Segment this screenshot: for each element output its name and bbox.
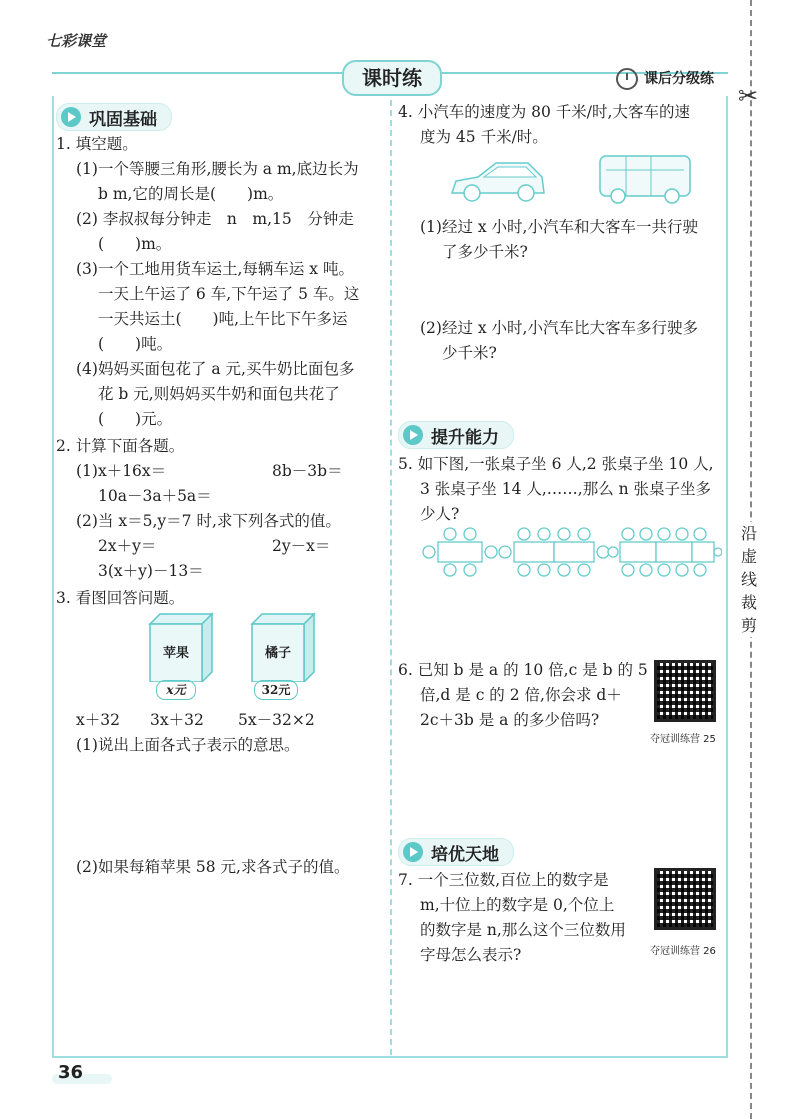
q2-expr: 10a－3a＋5a＝ bbox=[98, 487, 212, 505]
q3-title: 3. 看图回答问题。 bbox=[56, 589, 185, 607]
q4-sub2: (2)经过 x 小时,小汽车比大客车多行驶多 bbox=[420, 319, 698, 337]
text-line: (4)妈妈买面包花了 a 元,买牛奶比面包多 bbox=[76, 360, 355, 378]
text-line: (1)一个等腰三角形,腰长为 a m,底边长为 bbox=[76, 160, 359, 178]
q5-line: 少人? bbox=[420, 505, 460, 523]
page-number: 36 bbox=[58, 1062, 84, 1083]
q4-sub1: (1)经过 x 小时,小汽车和大客车一共行驶 bbox=[420, 218, 698, 236]
play-icon bbox=[403, 425, 423, 445]
q6-line: 2c＋3b 是 a 的多少倍吗? bbox=[420, 711, 600, 729]
text-line: b m,它的周长是( )m。 bbox=[98, 185, 284, 203]
text-line: 花 b 元,则妈妈买牛奶和面包共花了 bbox=[98, 385, 340, 403]
play-icon bbox=[403, 842, 423, 862]
play-icon bbox=[61, 107, 81, 127]
table-seating-diagram bbox=[422, 526, 722, 578]
q2-condition: (2)当 x＝5,y＝7 时,求下列各式的值。 bbox=[76, 512, 341, 530]
brand-logo: 七彩课堂 bbox=[46, 32, 107, 50]
car-image bbox=[448, 155, 548, 203]
q5-line: 3 张桌子坐 14 人,……,那么 n 张桌子坐多 bbox=[420, 480, 712, 498]
q1-body bbox=[76, 157, 359, 432]
scissors-icon: ✂ bbox=[738, 82, 759, 110]
q3-sub1: (1)说出上面各式子表示的意思。 bbox=[76, 736, 300, 754]
q2-title: 2. 计算下面各题。 bbox=[56, 437, 185, 455]
q7-line: 7. 一个三位数,百位上的数字是 bbox=[398, 871, 609, 889]
orange-label: 橘子 bbox=[264, 646, 291, 661]
alarm-clock-icon bbox=[616, 68, 638, 90]
q6-line: 6. 已知 b 是 a 的 10 倍,c 是 b 的 5 bbox=[398, 661, 648, 679]
apple-label: 苹果 bbox=[162, 646, 189, 661]
apple-price: x元 bbox=[156, 680, 196, 700]
qr-code-icon[interactable] bbox=[654, 868, 716, 930]
qr-caption: 夺冠训练营 26 bbox=[650, 946, 716, 957]
q7-line: m,十位上的数字是 0,个位上 bbox=[420, 896, 615, 914]
text-line: 一天上午运了 6 车,下午运了 5 车。这 bbox=[98, 285, 360, 303]
section-improve: 提升能力 bbox=[398, 421, 514, 449]
level-label: 课后分级练 bbox=[616, 68, 714, 90]
q4-sub2: 少千米? bbox=[442, 344, 497, 362]
q3-expr: 3x＋32 bbox=[150, 711, 204, 729]
qr-code-icon[interactable] bbox=[654, 660, 716, 722]
text-line: (3)一个工地用货车运土,每辆车运 x 吨。 bbox=[76, 260, 354, 278]
q3-sub2: (2)如果每箱苹果 58 元,求各式子的值。 bbox=[76, 858, 350, 876]
q4-sub1: 了多少千米? bbox=[442, 243, 528, 261]
text-line: ( )m。 bbox=[98, 235, 172, 253]
q4-line: 4. 小汽车的速度为 80 千米/时,大客车的速 bbox=[398, 103, 690, 121]
section-excel: 培优天地 bbox=[398, 838, 514, 866]
q5-line: 5. 如下图,一张桌子坐 6 人,2 张桌子坐 10 人, bbox=[398, 455, 714, 473]
q6-line: 倍,d 是 c 的 2 倍,你会求 d＋ bbox=[420, 686, 622, 704]
q3-expr: 5x－32×2 bbox=[238, 711, 315, 729]
column-divider bbox=[390, 100, 392, 1055]
section-basic: 巩固基础 bbox=[56, 103, 172, 131]
q3-expr: x＋32 bbox=[76, 711, 120, 729]
cut-instruction: 沿 虚 线 裁 剪 bbox=[738, 522, 760, 637]
text-line: (2) 李叔叔每分钟走 n m,15 分钟走 bbox=[76, 210, 354, 228]
q2-expr: (1)x＋16x＝ bbox=[76, 462, 167, 480]
q2-expr: 2y－x＝ bbox=[272, 537, 331, 555]
text-line: ( )元。 bbox=[98, 410, 173, 428]
q2-expr: 8b－3b＝ bbox=[272, 462, 343, 480]
page-title: 课时练 bbox=[342, 60, 442, 96]
q7-line: 的数字是 n,那么这个三位数用 bbox=[420, 921, 626, 939]
q2-expr: 3(x＋y)－13＝ bbox=[98, 562, 204, 580]
text-line: ( )吨。 bbox=[98, 335, 173, 353]
orange-price: 32元 bbox=[254, 680, 298, 700]
q4-line: 度为 45 千米/时。 bbox=[420, 128, 548, 146]
text-line: 一天共运土( )吨,上午比下午多运 bbox=[98, 310, 348, 328]
q2-expr: 2x＋y＝ bbox=[98, 537, 157, 555]
q1-title: 1. 填空题。 bbox=[56, 135, 138, 153]
qr-caption: 夺冠训练营 25 bbox=[650, 734, 716, 745]
bus-image bbox=[596, 150, 696, 206]
q7-line: 字母怎么表示? bbox=[420, 946, 522, 964]
